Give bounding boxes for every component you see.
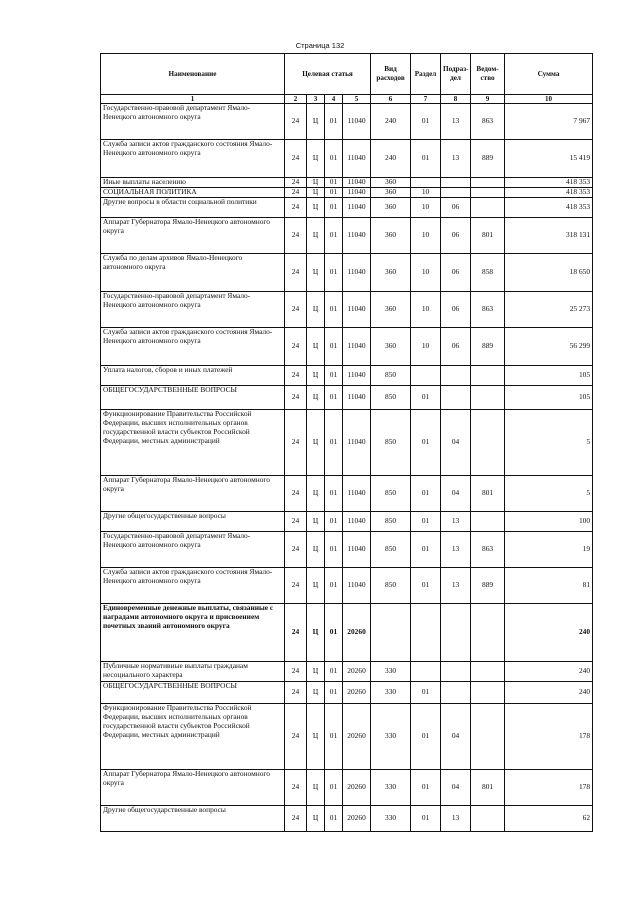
- section-cell: [411, 662, 441, 682]
- expense-type-cell: 360: [371, 254, 411, 292]
- target-code-part4: 11040: [343, 532, 371, 568]
- expense-type-cell: 360: [371, 218, 411, 254]
- table-row: [101, 476, 593, 512]
- target-code-part4: 11040: [343, 254, 371, 292]
- target-code-part4: 20260: [343, 770, 371, 806]
- target-code-part2: Ц: [307, 476, 325, 512]
- target-code-part1: 24: [285, 328, 307, 366]
- target-code-part3: 01: [325, 682, 343, 704]
- target-code-part4: 20260: [343, 704, 371, 770]
- target-code-part2: Ц: [307, 366, 325, 386]
- amount-cell: 240: [505, 682, 593, 704]
- subsection-cell: 04: [441, 704, 471, 770]
- target-code-part4: 20260: [343, 662, 371, 682]
- subsection-cell: 13: [441, 568, 471, 604]
- subsection-cell: [441, 662, 471, 682]
- header-subsection: Подраз-дел: [441, 54, 471, 95]
- amount-cell: 62: [505, 806, 593, 832]
- table-cell-name: Аппарат Губернатора Ямало-Ненецкого автономного округа: [101, 770, 285, 806]
- target-code-part2: Ц: [307, 806, 325, 832]
- target-code-part4: 11040: [343, 512, 371, 532]
- target-code-part1: 24: [285, 604, 307, 662]
- header-target-article: Целевая статья: [285, 54, 371, 95]
- subsection-cell: 06: [441, 218, 471, 254]
- department-cell: 863: [471, 532, 505, 568]
- table-cell-name: Государственно-правовой департамент Ямало-Ненецкого автономного округа: [101, 532, 285, 568]
- expense-type-cell: 360: [371, 292, 411, 328]
- expense-type-cell: 850: [371, 476, 411, 512]
- target-code-part2: Ц: [307, 410, 325, 476]
- target-code-part2: Ц: [307, 682, 325, 704]
- section-cell: 10: [411, 328, 441, 366]
- header-section: Раздел: [411, 54, 441, 95]
- target-code-part1: 24: [285, 254, 307, 292]
- amount-cell: 178: [505, 704, 593, 770]
- department-cell: [471, 662, 505, 682]
- table-cell-name: СОЦИАЛЬНАЯ ПОЛИТИКА: [101, 188, 285, 198]
- section-cell: 10: [411, 254, 441, 292]
- col-number: 4: [325, 95, 343, 104]
- department-cell: [471, 366, 505, 386]
- target-code-part4: 11040: [343, 410, 371, 476]
- amount-cell: 105: [505, 386, 593, 410]
- amount-cell: 318 131: [505, 218, 593, 254]
- expense-type-cell: 360: [371, 178, 411, 188]
- target-code-part4: 20260: [343, 682, 371, 704]
- target-code-part1: 24: [285, 704, 307, 770]
- table-row: [101, 292, 593, 328]
- expense-type-cell: [371, 604, 411, 662]
- expense-type-cell: 360: [371, 188, 411, 198]
- target-code-part3: 01: [325, 198, 343, 218]
- section-cell: 01: [411, 568, 441, 604]
- table-cell-name: Другие общегосударственные вопросы: [101, 806, 285, 832]
- target-code-part2: Ц: [307, 254, 325, 292]
- target-code-part2: Ц: [307, 512, 325, 532]
- section-cell: 01: [411, 682, 441, 704]
- target-code-part3: 01: [325, 178, 343, 188]
- section-cell: 01: [411, 806, 441, 832]
- target-code-part3: 01: [325, 328, 343, 366]
- target-code-part2: Ц: [307, 704, 325, 770]
- amount-cell: 81: [505, 568, 593, 604]
- col-number: 3: [307, 95, 325, 104]
- section-cell: 01: [411, 386, 441, 410]
- amount-cell: 5: [505, 410, 593, 476]
- amount-cell: 19: [505, 532, 593, 568]
- subsection-cell: 13: [441, 104, 471, 140]
- department-cell: 801: [471, 770, 505, 806]
- table-row: [101, 254, 593, 292]
- section-cell: 10: [411, 218, 441, 254]
- target-code-part4: 11040: [343, 292, 371, 328]
- target-code-part2: Ц: [307, 568, 325, 604]
- target-code-part1: 24: [285, 532, 307, 568]
- table-cell-name: Аппарат Губернатора Ямало-Ненецкого автономного округа: [101, 218, 285, 254]
- target-code-part2: Ц: [307, 198, 325, 218]
- target-code-part3: 01: [325, 512, 343, 532]
- amount-cell: 7 967: [505, 104, 593, 140]
- table-row: [101, 512, 593, 532]
- col-number: 8: [441, 95, 471, 104]
- target-code-part4: 20260: [343, 604, 371, 662]
- target-code-part3: 01: [325, 568, 343, 604]
- expense-type-cell: 850: [371, 532, 411, 568]
- target-code-part3: 01: [325, 806, 343, 832]
- target-code-part1: 24: [285, 386, 307, 410]
- table-cell-name: Иные выплаты населению: [101, 178, 285, 188]
- table-row: [101, 806, 593, 832]
- section-cell: 10: [411, 188, 441, 198]
- amount-cell: 15 419: [505, 140, 593, 178]
- table-cell-name: ОБЩЕГОСУДАРСТВЕННЫЕ ВОПРОСЫ: [101, 682, 285, 704]
- target-code-part2: Ц: [307, 662, 325, 682]
- department-cell: [471, 178, 505, 188]
- section-cell: 10: [411, 198, 441, 218]
- header-department: Ведом-ство: [471, 54, 505, 95]
- section-cell: 10: [411, 292, 441, 328]
- subsection-cell: 06: [441, 254, 471, 292]
- target-code-part1: 24: [285, 104, 307, 140]
- target-code-part3: 01: [325, 188, 343, 198]
- page-number: Страница 132: [295, 41, 345, 50]
- table-cell-name: Государственно-правовой департамент Ямало-Ненецкого автономного округа: [101, 292, 285, 328]
- department-cell: 889: [471, 328, 505, 366]
- table-row: [101, 198, 593, 218]
- target-code-part1: 24: [285, 140, 307, 178]
- subsection-cell: [441, 386, 471, 410]
- target-code-part1: 24: [285, 198, 307, 218]
- target-code-part1: 24: [285, 512, 307, 532]
- table-cell-name: Уплата налогов, сборов и иных платежей: [101, 366, 285, 386]
- target-code-part3: 01: [325, 386, 343, 410]
- expense-type-cell: 850: [371, 366, 411, 386]
- table-row: [101, 218, 593, 254]
- target-code-part2: Ц: [307, 532, 325, 568]
- department-cell: [471, 704, 505, 770]
- expense-type-cell: 850: [371, 512, 411, 532]
- department-cell: [471, 410, 505, 476]
- table-cell-name: Служба записи актов гражданского состояния Ямало-Ненецкого автономного округа: [101, 328, 285, 366]
- subsection-cell: 13: [441, 806, 471, 832]
- table-row: [101, 104, 593, 140]
- table-row: [101, 568, 593, 604]
- subsection-cell: [441, 682, 471, 704]
- section-cell: 01: [411, 512, 441, 532]
- header-name: Наименование: [101, 54, 285, 95]
- col-number: 1: [101, 95, 285, 104]
- subsection-cell: [441, 366, 471, 386]
- section-cell: 01: [411, 704, 441, 770]
- target-code-part1: 24: [285, 292, 307, 328]
- table-cell-name: Служба по делам архивов Ямало-Ненецкого автономного округа: [101, 254, 285, 292]
- target-code-part4: 11040: [343, 188, 371, 198]
- amount-cell: 418 353: [505, 178, 593, 188]
- col-number: 9: [471, 95, 505, 104]
- expense-type-cell: 330: [371, 704, 411, 770]
- header-amount: Сумма: [505, 54, 593, 95]
- subsection-cell: 06: [441, 292, 471, 328]
- target-code-part3: 01: [325, 532, 343, 568]
- department-cell: 858: [471, 254, 505, 292]
- department-cell: 863: [471, 104, 505, 140]
- target-code-part2: Ц: [307, 104, 325, 140]
- target-code-part2: Ц: [307, 770, 325, 806]
- target-code-part1: 24: [285, 662, 307, 682]
- table-row: [101, 366, 593, 386]
- target-code-part3: 01: [325, 366, 343, 386]
- subsection-cell: 04: [441, 410, 471, 476]
- target-code-part4: 20260: [343, 806, 371, 832]
- target-code-part1: 24: [285, 682, 307, 704]
- table-cell-name: Функционирование Правительства Российской Федерации, высших исполнительных органов государственной власти субъектов Российской Федерации, местных администраций: [101, 410, 285, 476]
- target-code-part3: 01: [325, 476, 343, 512]
- target-code-part2: Ц: [307, 604, 325, 662]
- department-cell: 801: [471, 476, 505, 512]
- target-code-part4: 11040: [343, 140, 371, 178]
- col-number: 5: [343, 95, 371, 104]
- table-cell-name: Единовременные денежные выплаты, связанные с наградами автономного округа и присвоением почетных званий автономного округа: [101, 604, 285, 662]
- target-code-part2: Ц: [307, 178, 325, 188]
- table-cell-name: Публичные нормативные выплаты гражданам несоциального характера: [101, 662, 285, 682]
- target-code-part3: 01: [325, 410, 343, 476]
- section-cell: 01: [411, 532, 441, 568]
- expense-type-cell: 240: [371, 140, 411, 178]
- table-cell-name: Функционирование Правительства Российской Федерации, высших исполнительных органов государственной власти субъектов Российской Федерации, местных администраций: [101, 704, 285, 770]
- col-number: 2: [285, 95, 307, 104]
- target-code-part3: 01: [325, 662, 343, 682]
- target-code-part2: Ц: [307, 218, 325, 254]
- department-cell: 801: [471, 218, 505, 254]
- target-code-part4: 11040: [343, 568, 371, 604]
- department-cell: 863: [471, 292, 505, 328]
- expense-type-cell: 850: [371, 410, 411, 476]
- target-code-part1: 24: [285, 770, 307, 806]
- target-code-part1: 24: [285, 476, 307, 512]
- amount-cell: 56 299: [505, 328, 593, 366]
- target-code-part1: 24: [285, 188, 307, 198]
- target-code-part1: 24: [285, 806, 307, 832]
- target-code-part2: Ц: [307, 328, 325, 366]
- target-code-part4: 11040: [343, 386, 371, 410]
- subsection-cell: [441, 604, 471, 662]
- target-code-part4: 11040: [343, 178, 371, 188]
- table-row: [101, 770, 593, 806]
- table-row: [101, 532, 593, 568]
- table-row: [101, 386, 593, 410]
- table-cell-name: Государственно-правовой департамент Ямало-Ненецкого автономного округа: [101, 104, 285, 140]
- expense-type-cell: 360: [371, 328, 411, 366]
- table-row: [101, 178, 593, 188]
- section-cell: 01: [411, 410, 441, 476]
- target-code-part2: Ц: [307, 386, 325, 410]
- department-cell: [471, 386, 505, 410]
- subsection-cell: 06: [441, 198, 471, 218]
- target-code-part3: 01: [325, 140, 343, 178]
- table-row: [101, 188, 593, 198]
- subsection-cell: 04: [441, 770, 471, 806]
- table-row: [101, 140, 593, 178]
- target-code-part4: 11040: [343, 198, 371, 218]
- department-cell: [471, 512, 505, 532]
- section-cell: 01: [411, 476, 441, 512]
- budget-table: [100, 53, 593, 832]
- target-code-part3: 01: [325, 218, 343, 254]
- table-row: [101, 662, 593, 682]
- target-code-part3: 01: [325, 704, 343, 770]
- amount-cell: 100: [505, 512, 593, 532]
- subsection-cell: [441, 178, 471, 188]
- section-cell: [411, 366, 441, 386]
- target-code-part3: 01: [325, 604, 343, 662]
- expense-type-cell: 240: [371, 104, 411, 140]
- table-cell-name: ОБЩЕГОСУДАРСТВЕННЫЕ ВОПРОСЫ: [101, 386, 285, 410]
- amount-cell: 105: [505, 366, 593, 386]
- section-cell: [411, 604, 441, 662]
- table-body: [101, 104, 593, 832]
- table-row: [101, 410, 593, 476]
- expense-type-cell: 360: [371, 198, 411, 218]
- expense-type-cell: 850: [371, 386, 411, 410]
- amount-cell: 418 353: [505, 198, 593, 218]
- table-row: [101, 704, 593, 770]
- section-cell: 01: [411, 770, 441, 806]
- subsection-cell: 04: [441, 476, 471, 512]
- department-cell: [471, 604, 505, 662]
- col-number: 7: [411, 95, 441, 104]
- table-cell-name: Служба записи актов гражданского состояния Ямало-Ненецкого автономного округа: [101, 568, 285, 604]
- table-row: [101, 604, 593, 662]
- department-cell: 889: [471, 568, 505, 604]
- header-expense-type: Вид расходов: [371, 54, 411, 95]
- target-code-part1: 24: [285, 178, 307, 188]
- table-cell-name: Аппарат Губернатора Ямало-Ненецкого автономного округа: [101, 476, 285, 512]
- target-code-part2: Ц: [307, 188, 325, 198]
- table-cell-name: Другие вопросы в области социальной политики: [101, 198, 285, 218]
- target-code-part4: 11040: [343, 366, 371, 386]
- department-cell: [471, 198, 505, 218]
- section-cell: 01: [411, 104, 441, 140]
- target-code-part4: 11040: [343, 476, 371, 512]
- expense-type-cell: 850: [371, 568, 411, 604]
- target-code-part3: 01: [325, 254, 343, 292]
- amount-cell: 18 650: [505, 254, 593, 292]
- subsection-cell: 13: [441, 512, 471, 532]
- target-code-part1: 24: [285, 410, 307, 476]
- subsection-cell: [441, 188, 471, 198]
- target-code-part2: Ц: [307, 292, 325, 328]
- section-cell: [411, 178, 441, 188]
- expense-type-cell: 330: [371, 770, 411, 806]
- department-cell: [471, 682, 505, 704]
- target-code-part3: 01: [325, 292, 343, 328]
- target-code-part3: 01: [325, 770, 343, 806]
- subsection-cell: 06: [441, 328, 471, 366]
- amount-cell: 25 273: [505, 292, 593, 328]
- target-code-part2: Ц: [307, 140, 325, 178]
- department-cell: 889: [471, 140, 505, 178]
- expense-type-cell: 330: [371, 806, 411, 832]
- table-row: [101, 682, 593, 704]
- target-code-part1: 24: [285, 568, 307, 604]
- amount-cell: 418 353: [505, 188, 593, 198]
- table-row: [101, 328, 593, 366]
- target-code-part4: 11040: [343, 218, 371, 254]
- subsection-cell: 13: [441, 140, 471, 178]
- target-code-part1: 24: [285, 218, 307, 254]
- table-cell-name: Служба записи актов гражданского состояния Ямало-Ненецкого автономного округа: [101, 140, 285, 178]
- target-code-part1: 24: [285, 366, 307, 386]
- expense-type-cell: 330: [371, 682, 411, 704]
- target-code-part4: 11040: [343, 328, 371, 366]
- target-code-part4: 11040: [343, 104, 371, 140]
- col-number: 6: [371, 95, 411, 104]
- target-code-part3: 01: [325, 104, 343, 140]
- expense-type-cell: 330: [371, 662, 411, 682]
- amount-cell: 178: [505, 770, 593, 806]
- amount-cell: 240: [505, 662, 593, 682]
- department-cell: [471, 188, 505, 198]
- subsection-cell: 13: [441, 532, 471, 568]
- col-number: 10: [505, 95, 593, 104]
- department-cell: [471, 806, 505, 832]
- amount-cell: 5: [505, 476, 593, 512]
- section-cell: 01: [411, 140, 441, 178]
- table-cell-name: Другие общегосударственные вопросы: [101, 512, 285, 532]
- amount-cell: 240: [505, 604, 593, 662]
